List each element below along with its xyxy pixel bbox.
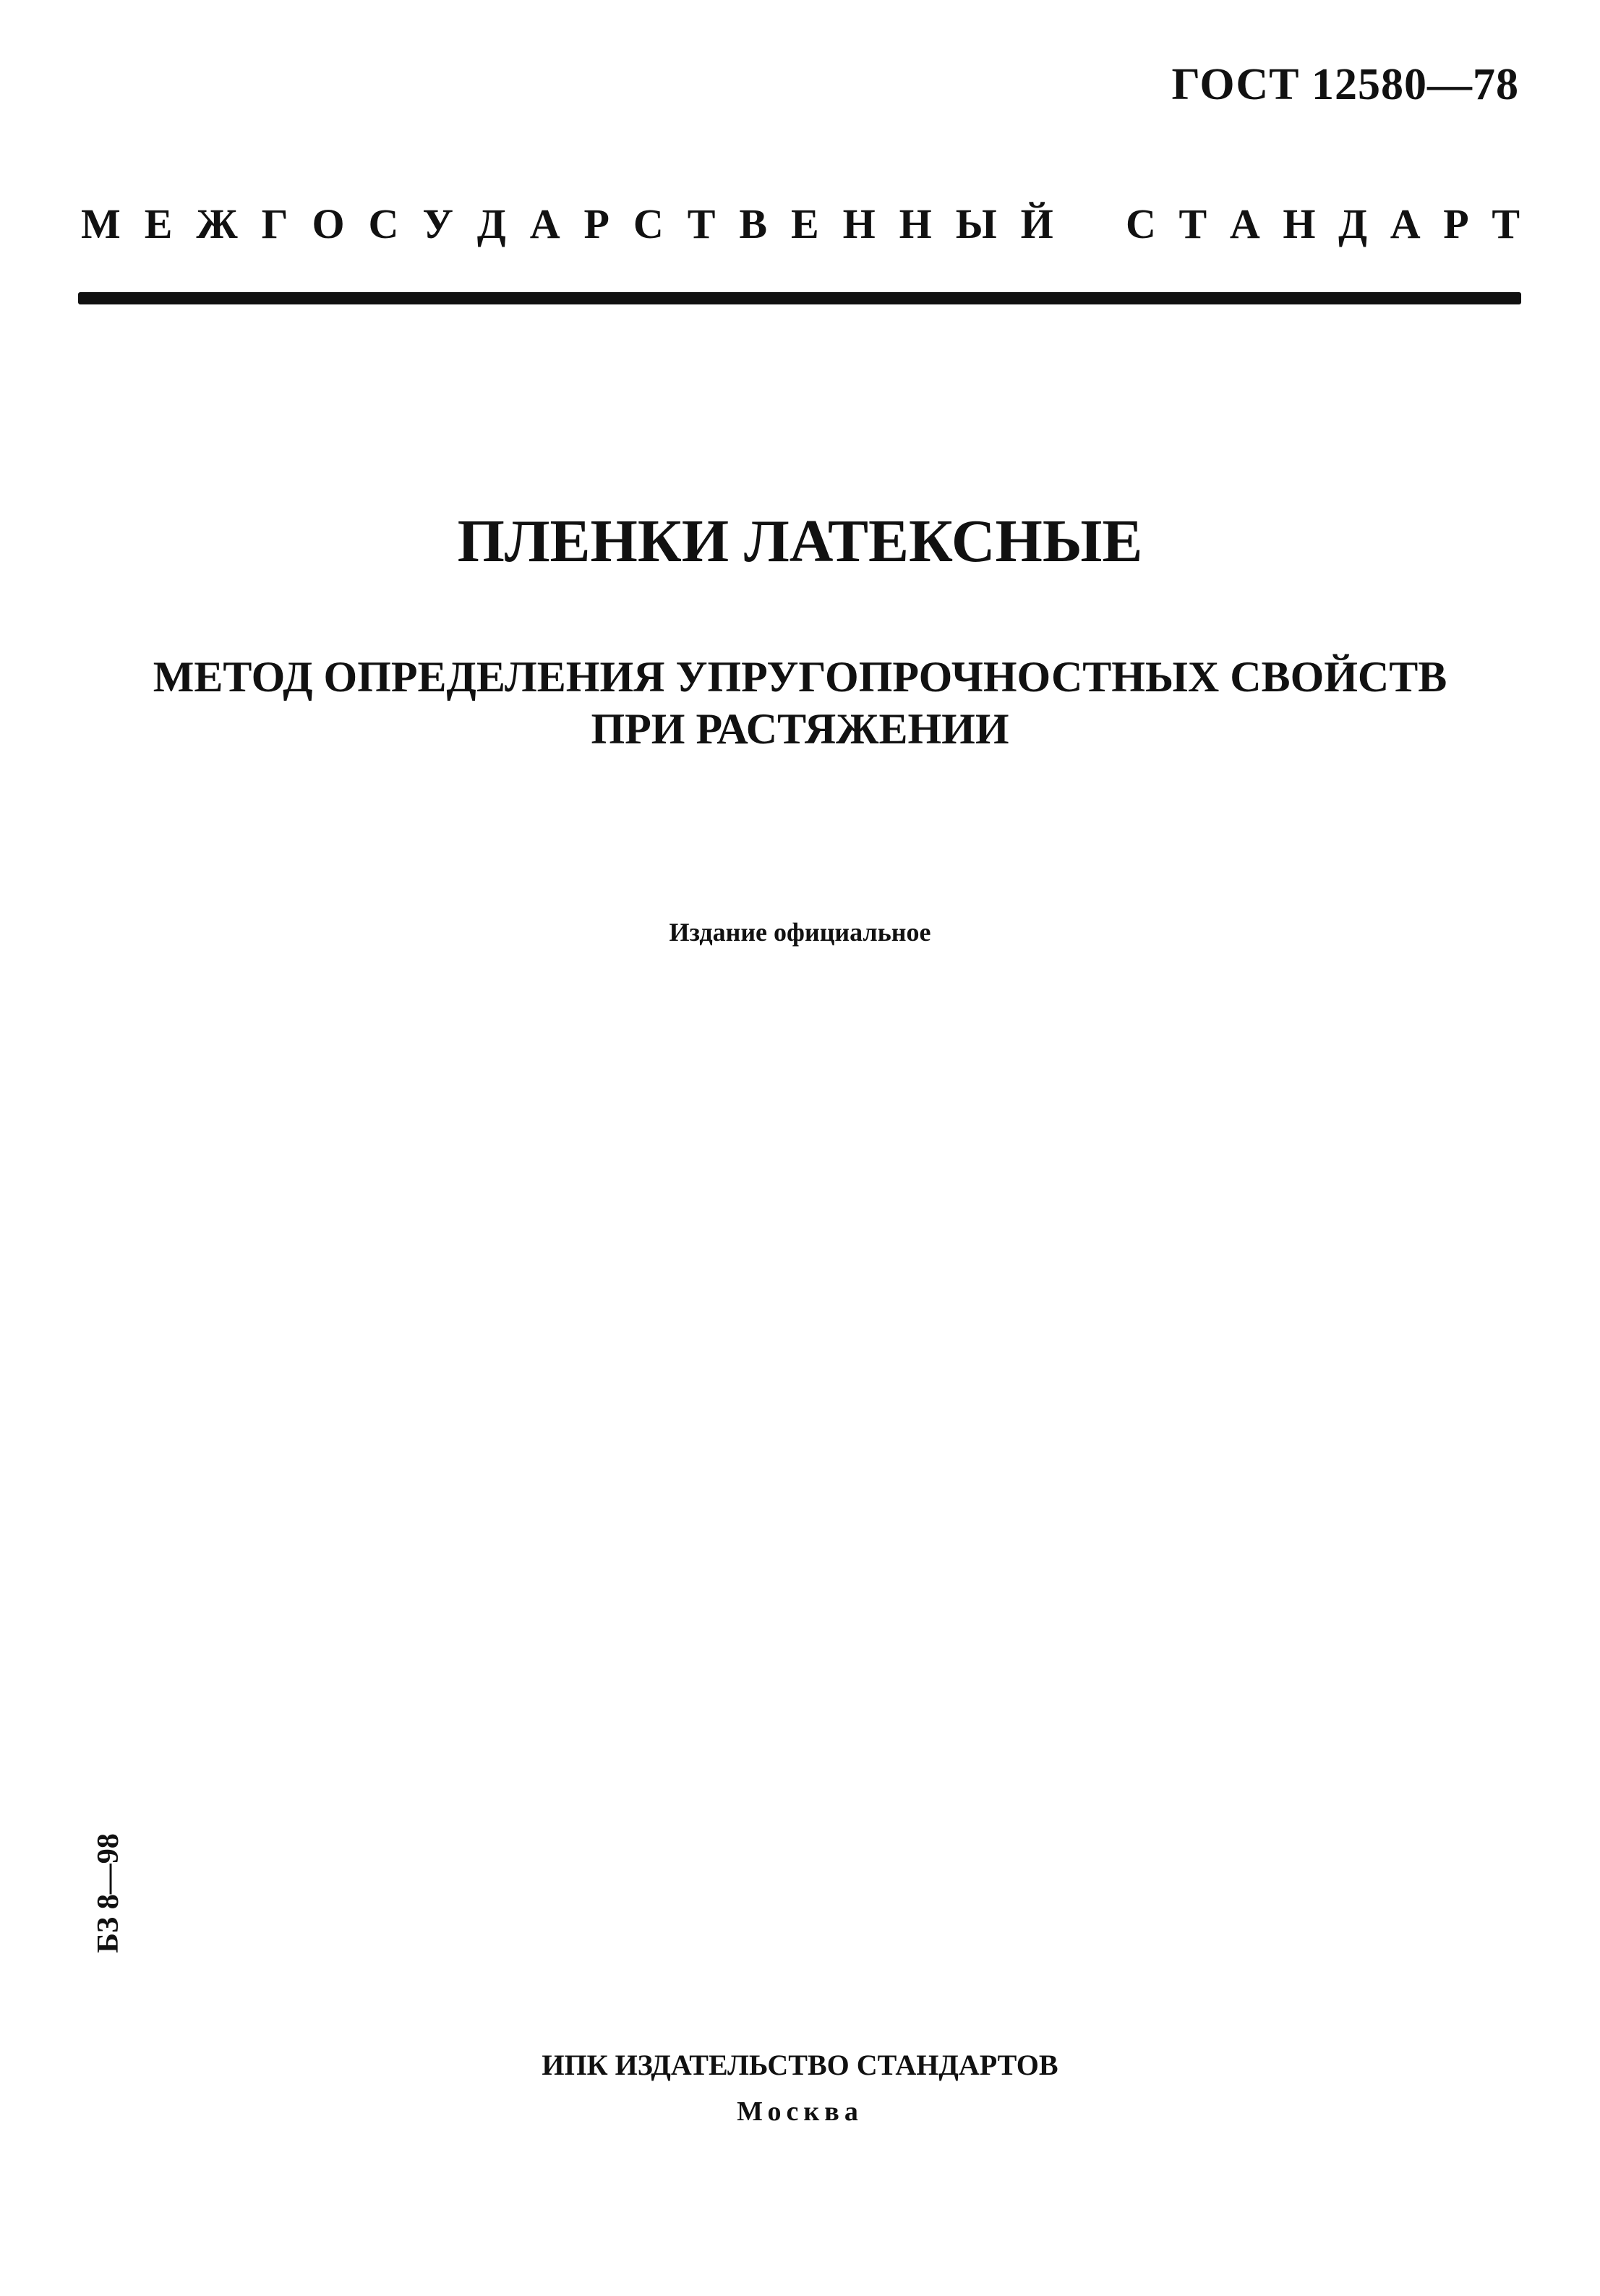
- side-code: БЗ 8—98: [92, 1833, 125, 1953]
- edition-label: Издание официальное: [669, 918, 931, 947]
- subtitle-line-2: ПРИ РАСТЯЖЕНИИ: [591, 705, 1009, 753]
- publisher-name: ИПК ИЗДАТЕЛЬСТВО СТАНДАРТОВ: [542, 2049, 1058, 2081]
- standard-type-heading: [81, 200, 1520, 248]
- heading-divider-rule: [78, 292, 1521, 304]
- document-subtitle: [0, 651, 1600, 755]
- publisher-city: Москва: [737, 2096, 863, 2127]
- document-number: ГОСТ 12580—78: [1171, 60, 1519, 109]
- document-title: ПЛЕНКИ ЛАТЕКСНЫЕ: [457, 508, 1143, 575]
- subtitle-line-1: МЕТОД ОПРЕДЕЛЕНИЯ УПРУГОПРОЧНОСТНЫХ СВОЙСТВ: [153, 653, 1447, 701]
- standard-type-word-2: С Т А Н Д А Р Т: [1126, 200, 1520, 247]
- standard-type-word-1: М Е Ж Г О С У Д А Р С Т В Е Н Н Ы Й: [81, 200, 1053, 247]
